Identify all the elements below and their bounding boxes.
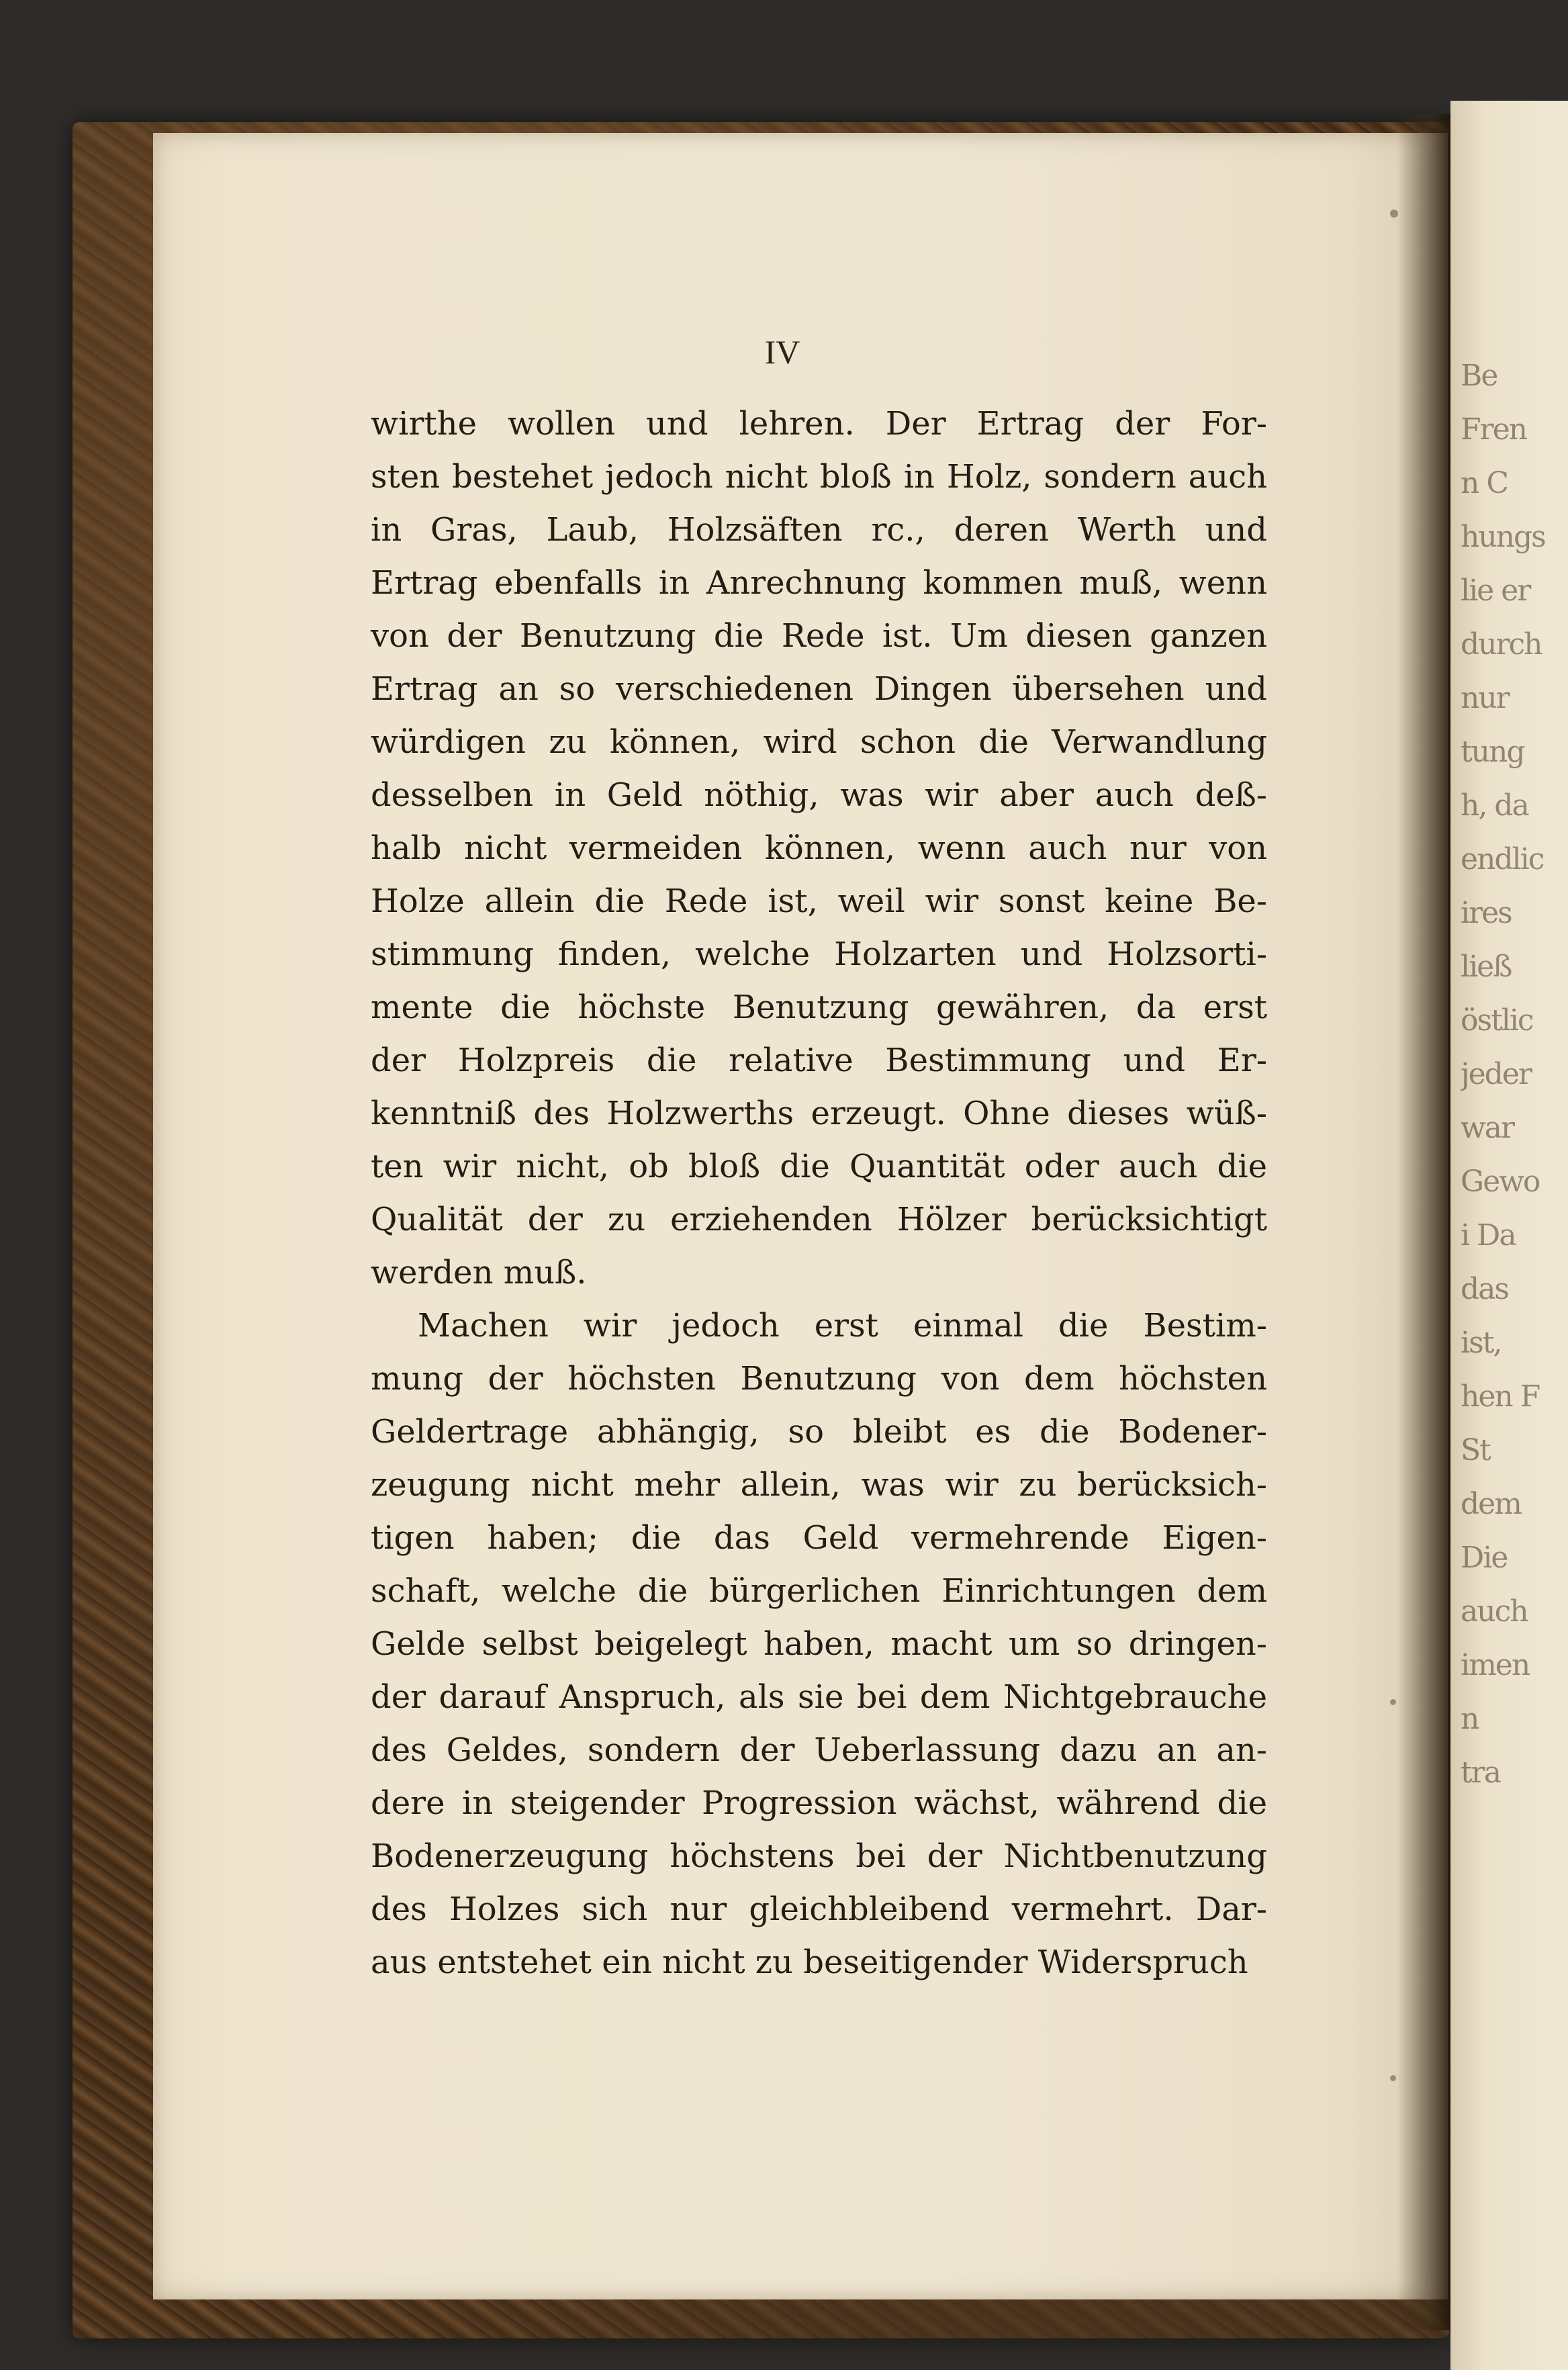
facing-page-fragment: dem [1461,1487,1521,1521]
text-line: zeugung nicht mehr allein, was wir zu berücksich- [371,1466,1267,1504]
text-line: mente die höchste Benutzung gewähren, da erst [371,989,1267,1026]
facing-page-fragment: h, da [1461,788,1528,823]
facing-page-fragment: n C [1461,466,1508,500]
facing-page-text-fragments [1461,349,1568,1800]
facing-page-fragment: Gewo [1461,1165,1540,1199]
facing-page-fragment: hen F [1461,1379,1540,1414]
text-line: tigen haben; die das Geld vermehrende Eigen- [371,1519,1267,1557]
paper-speck [1390,2075,1396,2081]
text-line: der darauf Anspruch, als sie bei dem Nichtgebrauche [371,1678,1267,1716]
text-line: Geldertrage abhängig, so bleibt es die Bodener- [371,1413,1267,1451]
text-line: stimmung finden, welche Holzarten und Holzsorti- [371,936,1267,973]
facing-page-fragment: durch [1461,627,1542,662]
facing-page-fragment: tung [1461,735,1524,769]
text-line: ten wir nicht, ob bloß die Quantität oder auch die [371,1148,1267,1185]
paper-speck [1390,210,1398,218]
text-line: Ertrag an so verschiedenen Dingen übersehen und [371,670,1267,708]
text-line: von der Benutzung die Rede ist. Um diesen ganzen [371,617,1267,655]
facing-page-fragment: war [1461,1111,1514,1145]
text-line: Machen wir jedoch erst einmal die Bestim- [418,1307,1267,1344]
book-gutter-shadow [1397,114,1450,2330]
facing-page-fragment: Be [1461,359,1497,393]
facing-page-fragment: Fren [1461,412,1526,447]
text-line: würdigen zu können, wird schon die Verwandlung [371,723,1267,761]
facing-page-fragment: tra [1461,1756,1500,1790]
text-line: Ertrag ebenfalls in Anrechnung kommen muß, wenn [371,564,1267,602]
facing-page-fragment: endlic [1461,842,1544,876]
facing-page-fragment: auch [1461,1594,1528,1629]
text-line: Bodenerzeugung höchstens bei der Nichtbenutzung [371,1837,1267,1875]
text-line: werden muß. [371,1254,587,1291]
text-line: Qualität der zu erziehenden Hölzer berücksichtigt [371,1201,1267,1238]
body-text [371,398,1267,1989]
facing-page-fragment: Die [1461,1541,1508,1575]
facing-page-fragment: das [1461,1272,1508,1306]
facing-page-fragment: ist, [1461,1326,1502,1360]
text-line: in Gras, Laub, Holzsäften rc., deren Werth und [371,511,1267,549]
text-line: Gelde selbst beigelegt haben, macht um so dringen- [371,1625,1267,1663]
text-line: des Geldes, sondern der Ueberlassung dazu an an- [371,1731,1267,1769]
text-line: sten bestehet jedoch nicht bloß in Holz, sondern auch [371,458,1267,496]
facing-page-fragment: jeder [1461,1057,1531,1091]
text-line: dere in steigender Progression wächst, während die [371,1784,1267,1822]
page-number: IV [764,333,800,371]
text-line: Holze allein die Rede ist, weil wir sonst keine Be- [371,882,1267,920]
text-line: des Holzes sich nur gleichbleibend vermehrt. Dar- [371,1890,1267,1928]
facing-page-fragment: ires [1461,896,1512,930]
paper-speck [1390,1699,1396,1705]
facing-page-fragment: n [1461,1702,1479,1736]
facing-page-fragment: lie er [1461,574,1530,608]
facing-page-fragment: östlic [1461,1003,1533,1038]
text-line: schaft, welche die bürgerlichen Einrichtungen dem [371,1572,1267,1610]
facing-page-fragment: imen [1461,1648,1530,1682]
facing-page-fragment: St [1461,1433,1490,1467]
text-line: desselben in Geld nöthig, was wir aber auch deß- [371,776,1267,814]
facing-page-fragment: i Da [1461,1218,1516,1252]
text-line: halb nicht vermeiden können, wenn auch nur von [371,829,1267,867]
text-line: mung der höchsten Benutzung von dem höchsten [371,1360,1267,1398]
text-line: wirthe wollen und lehren. Der Ertrag der For- [371,405,1267,443]
text-line: kenntniß des Holzwerths erzeugt. Ohne dieses wüß- [371,1095,1267,1132]
text-line: aus entstehet ein nicht zu beseitigender Widerspruch [371,1944,1248,1981]
facing-page-fragment: ließ [1461,950,1512,984]
facing-page-fragment: nur [1461,681,1509,715]
text-line: der Holzpreis die relative Bestimmung und Er- [371,1042,1267,1079]
facing-page-fragment: hungs [1461,520,1545,554]
